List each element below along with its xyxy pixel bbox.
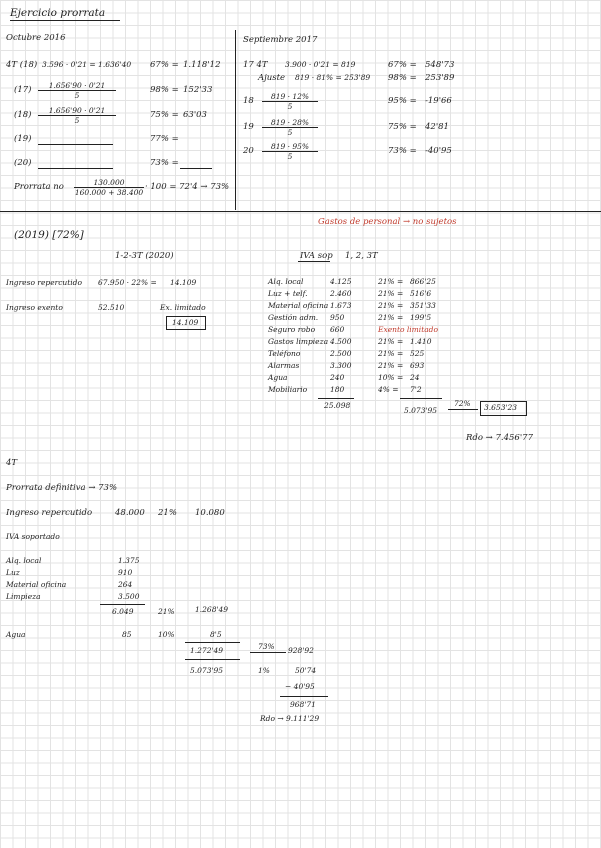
page-title: Ejercicio prorrata (10, 7, 106, 19)
q4-res73: 928'92 (288, 646, 314, 655)
expense-amount: 240 (330, 373, 345, 382)
prorrata-fraction (74, 178, 144, 197)
sep-row-label: 20 (243, 146, 254, 156)
blank-line (38, 168, 113, 169)
q4-agua-pct: 10% (158, 630, 175, 639)
expense-name: Gestión adm. (268, 313, 319, 322)
year-heading: (2019) [72%] (14, 229, 84, 241)
oct-heading: Octubre 2016 (6, 33, 66, 43)
prorrata-label: Prorrata no (14, 182, 64, 192)
expense-amount: 4.125 (330, 277, 352, 286)
total-pct: 72% (454, 399, 471, 408)
expense-amount: 2.460 (330, 289, 352, 298)
expense-amount: 4.500 (330, 337, 352, 346)
q4-minus: − 40'95 (285, 682, 315, 691)
blank-line (180, 168, 212, 169)
prorrata-result: · 100 = 72'4 → 73% (145, 182, 230, 192)
q4-sum-pct: 21% (158, 607, 175, 616)
expense-calc: 21% = (378, 337, 404, 346)
q4-adj-result: 50'74 (295, 666, 317, 675)
q4-item-amount: 3.500 (118, 592, 140, 601)
q4-subtotal: 1.272'49 (190, 646, 224, 655)
total-boxed: 3.653'23 (484, 403, 518, 412)
total-amount: 25.098 (324, 401, 351, 410)
oct-row-result: 63'03 (183, 110, 207, 120)
fraction-numerator: 819 · 95% (262, 142, 318, 152)
fraction-numerator: 1.656'90 · 0'21 (38, 106, 116, 116)
expense-name: Alq. local (268, 277, 304, 286)
ing-rep-result: 14.109 (170, 278, 197, 287)
sum-line (318, 398, 354, 399)
q4-adj-pct: 1% (258, 666, 270, 675)
expense-result: 199'5 (410, 313, 432, 322)
oct-row-label: (18) (14, 110, 32, 120)
sum-line (100, 604, 145, 605)
oct-row-label: (17) (14, 85, 32, 95)
ing-rep-value: 67.950 · 22% = (98, 278, 157, 287)
expense-calc: 21% = (378, 277, 404, 286)
expense-name: Agua (268, 373, 288, 382)
expense-name: Teléfono (268, 349, 301, 358)
q4-agua-result: 8'5 (210, 630, 222, 639)
section-separator (0, 211, 601, 212)
oct-row-pct: 67% = (150, 60, 179, 70)
sum-line (185, 659, 240, 660)
q4-sum: 6.049 (112, 607, 134, 616)
year-rdo: Rdo → 7.456'77 (466, 433, 533, 443)
fraction-denominator: 160.000 + 38.400 (74, 188, 144, 197)
fraction-denominator: 5 (74, 116, 80, 125)
fraction-numerator: 130.000 (74, 178, 144, 188)
ex-limitado-label: Ex. limitado (160, 303, 206, 312)
title-underline (10, 20, 120, 21)
q4-agua-value: 85 (122, 630, 132, 639)
sep-row-label: 18 (243, 96, 254, 106)
ing-rep-label: Ingreso repercutido (6, 278, 82, 287)
q4-ingreso-pct: 21% (158, 508, 177, 518)
sep-row-pct: 67% = (388, 60, 417, 70)
oct-row-fraction (38, 81, 116, 100)
oct-row-label: 4T (18) (6, 60, 38, 70)
q4-item-name: Luz (6, 568, 20, 577)
q4-ingreso-result: 10.080 (195, 508, 225, 518)
expense-result: 866'25 (410, 277, 436, 286)
expense-amount: 3.300 (330, 361, 352, 370)
sep-row-pct: 73% = (388, 146, 417, 156)
expense-result: 693 (410, 361, 425, 370)
expense-result: 24 (410, 373, 420, 382)
q4-item-name: Material oficina (6, 580, 67, 589)
oct-row-result: 1.118'12 (183, 60, 221, 70)
expense-calc-exempt: Exento limitado (378, 325, 438, 334)
expense-amount: 2.500 (330, 349, 352, 358)
fraction-denominator: 5 (287, 152, 293, 161)
q4-heading: 4T (6, 458, 18, 468)
boxed-value: 14.109 (172, 318, 199, 327)
expense-amount: 180 (330, 385, 345, 394)
expense-calc: 21% = (378, 301, 404, 310)
q4-item-amount: 264 (118, 580, 133, 589)
sep-row-label: Ajuste (258, 73, 286, 83)
sep-row-result: 548'73 (425, 60, 455, 70)
oct-row-result: 152'33 (183, 85, 213, 95)
expense-name: Alarmas (268, 361, 300, 370)
q4-agua-label: Agua (6, 630, 26, 639)
expense-name: Gastos limpieza (268, 337, 329, 346)
oct-row-pct: 73% = (150, 158, 179, 168)
iva-heading: IVA sop (300, 251, 333, 261)
sep-row-expr: 819 · 81% = 253'89 (295, 73, 371, 82)
expense-result: 516'6 (410, 289, 432, 298)
ing-exento-value: 52.510 (98, 303, 125, 312)
sep-row-expr: 3.900 · 0'21 = 819 (285, 60, 356, 69)
arrow-line (448, 409, 478, 410)
q4-previous: 5.073'95 (190, 666, 224, 675)
expense-name: Material oficina (268, 301, 329, 310)
year-period: 1-2-3T (2020) (115, 251, 174, 261)
expense-calc: 4% = (378, 385, 399, 394)
oct-row-expr: 3.596 · 0'21 = 1.636'40 (42, 60, 132, 69)
q4-item-name: Limpieza (6, 592, 41, 601)
oct-row-pct: 77% = (150, 134, 179, 144)
sep-row-label: 17 4T (243, 60, 268, 70)
expense-name: Seguro robo (268, 325, 316, 334)
sep-row-fraction (262, 118, 318, 137)
oct-row-pct: 98% = (150, 85, 179, 95)
oct-row-pct: 75% = (150, 110, 179, 120)
q4-item-name: Alq. local (6, 556, 42, 565)
fraction-denominator: 5 (287, 102, 293, 111)
expense-result: 525 (410, 349, 425, 358)
expense-calc: 21% = (378, 349, 404, 358)
expense-calc: 10% = (378, 373, 404, 382)
iva-period: 1, 2, 3T (345, 251, 378, 261)
q4-sum-result: 1.268'49 (195, 605, 229, 614)
expense-calc: 21% = (378, 289, 404, 298)
arrow-line (250, 652, 286, 653)
sum-line (400, 398, 442, 399)
q4-item-amount: 910 (118, 568, 133, 577)
sum-line (185, 642, 240, 643)
expense-name: Mobiliario (268, 385, 308, 394)
expense-calc: 21% = (378, 313, 404, 322)
sep-row-result: -19'66 (425, 96, 452, 106)
expense-amount: 950 (330, 313, 345, 322)
sep-row-pct: 95% = (388, 96, 417, 106)
total-result: 5.073'95 (404, 406, 438, 415)
oct-row-label: (19) (14, 134, 32, 144)
q4-prorrata: Prorrata definitiva → 73% (6, 483, 118, 493)
expense-amount: 660 (330, 325, 345, 334)
blank-line (38, 144, 113, 145)
sum-line (280, 696, 328, 697)
personnel-note: Gastos de personal → no sujetos (318, 217, 457, 227)
sep-row-result: -40'95 (425, 146, 452, 156)
q4-rdo: Rdo → 9.111'29 (260, 714, 320, 723)
sep-row-label: 19 (243, 122, 254, 132)
sep-row-fraction (262, 142, 318, 161)
q4-ingreso-value: 48.000 (115, 508, 145, 518)
q4-ingreso-label: Ingreso repercutido (6, 508, 93, 518)
sep-row-fraction (262, 92, 318, 111)
expense-result: 1.410 (410, 337, 432, 346)
expense-name: Luz + telf. (268, 289, 308, 298)
expense-amount: 1.673 (330, 301, 352, 310)
q4-final: 968'71 (290, 700, 316, 709)
sep-row-pct: 75% = (388, 122, 417, 132)
fraction-denominator: 5 (74, 91, 80, 100)
q4-pct73: 73% (258, 642, 275, 651)
fraction-denominator: 5 (287, 128, 293, 137)
fraction-numerator: 819 · 28% (262, 118, 318, 128)
ing-exento-label: Ingreso exento (6, 303, 63, 312)
expense-result: 351'33 (410, 301, 436, 310)
sep-row-result: 42'81 (425, 122, 449, 132)
fraction-numerator: 819 · 12% (262, 92, 318, 102)
q4-iva-soportado: IVA soportado (6, 532, 60, 541)
sep-row-result: 253'89 (425, 73, 455, 83)
oct-row-fraction (38, 106, 116, 125)
iva-heading-underline (298, 261, 330, 262)
expense-calc: 21% = (378, 361, 404, 370)
expense-result: 7'2 (410, 385, 422, 394)
sep-heading: Septiembre 2017 (243, 35, 318, 45)
fraction-numerator: 1.656'90 · 0'21 (38, 81, 116, 91)
column-divider (235, 30, 236, 210)
sep-row-pct: 98% = (388, 73, 417, 83)
oct-row-label: (20) (14, 158, 32, 168)
q4-item-amount: 1.375 (118, 556, 140, 565)
